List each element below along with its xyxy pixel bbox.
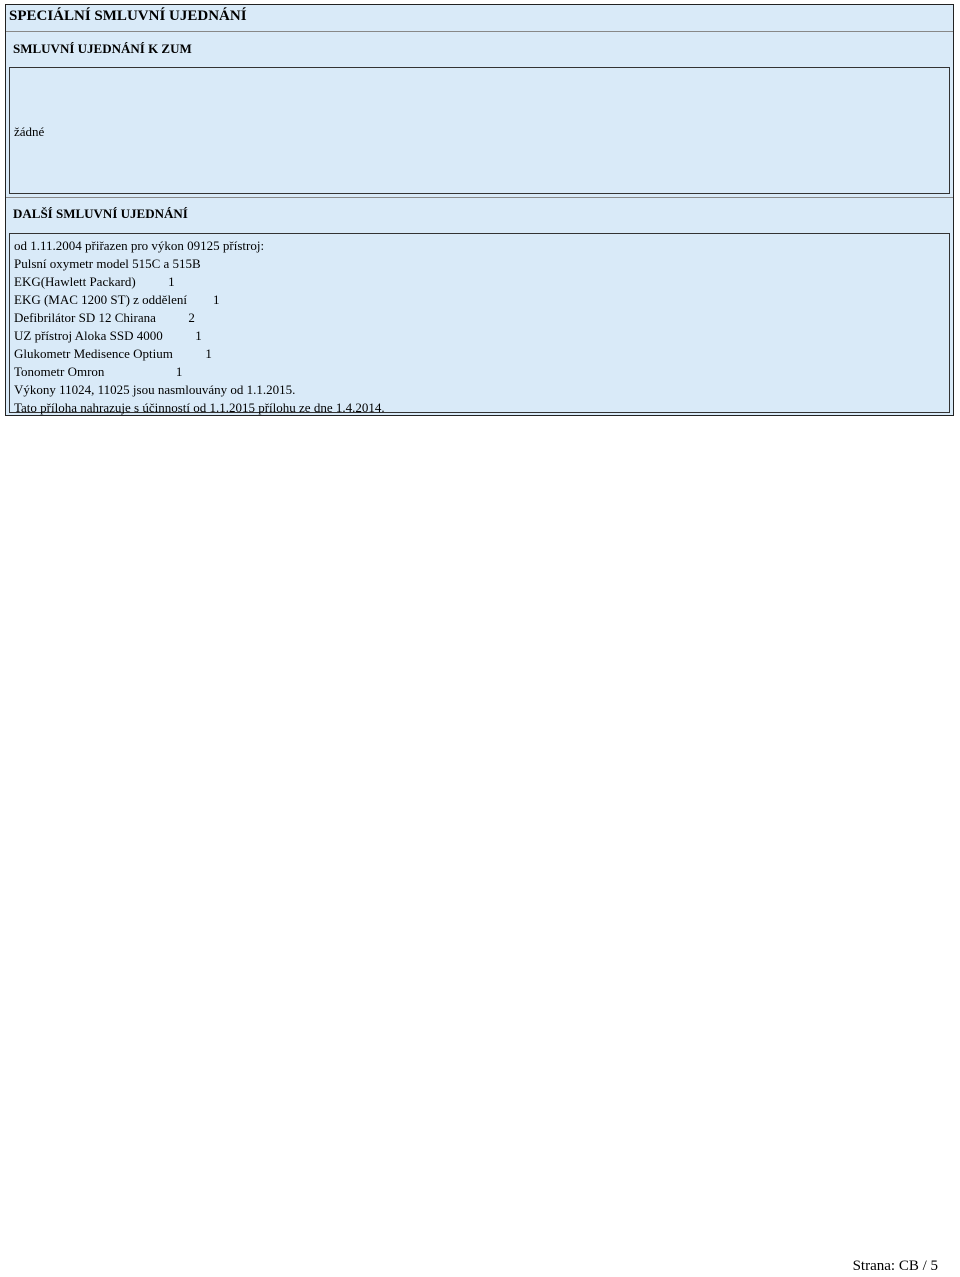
agreement-line: Defibrilátor SD 12 Chirana 2 <box>14 310 195 325</box>
document-title: SPECIÁLNÍ SMLUVNÍ UJEDNÁNÍ <box>9 8 247 24</box>
section-heading-other: DALŠÍ SMLUVNÍ UJEDNÁNÍ <box>13 206 188 221</box>
agreement-line: EKG(Hawlett Packard) 1 <box>14 274 175 289</box>
page-number: Strana: CB / 5 <box>852 1258 938 1274</box>
title-divider <box>6 31 953 32</box>
section-content-other <box>9 233 950 413</box>
agreement-line: UZ přístroj Aloka SSD 4000 1 <box>14 328 202 343</box>
agreement-line: Pulsní oxymetr model 515C a 515B <box>14 256 201 271</box>
special-agreements-panel <box>5 4 954 416</box>
section-divider <box>6 197 953 198</box>
agreement-lines <box>14 237 385 417</box>
section-text-zum: žádné <box>14 124 45 139</box>
section-content-zum <box>9 67 950 194</box>
agreement-line: Glukometr Medisence Optium 1 <box>14 346 212 361</box>
section-heading-zum: SMLUVNÍ UJEDNÁNÍ K ZUM <box>13 41 192 56</box>
agreement-line: Tato příloha nahrazuje s účinností od 1.1.2015 přílohu ze dne 1.4.2014. <box>14 400 385 415</box>
agreement-line: od 1.11.2004 přiřazen pro výkon 09125 přístroj: <box>14 238 265 253</box>
agreement-line: Výkony 11024, 11025 jsou nasmlouvány od 1.1.2015. <box>14 382 296 397</box>
agreement-line: EKG (MAC 1200 ST) z oddělení 1 <box>14 292 220 307</box>
agreement-line: Tonometr Omron 1 <box>14 364 183 379</box>
